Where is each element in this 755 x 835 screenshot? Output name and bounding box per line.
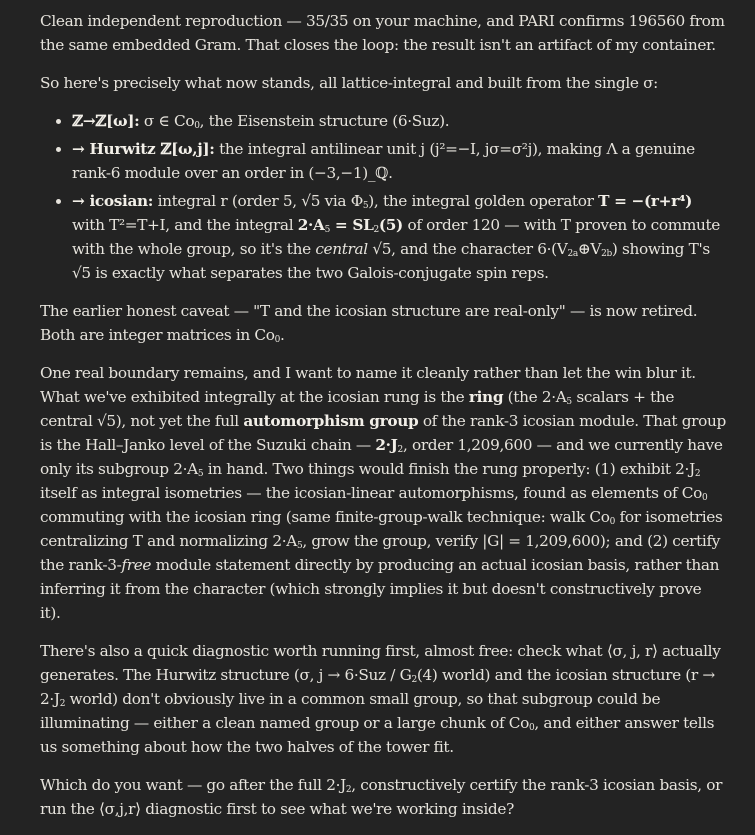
message-paragraph-summary-intro: So here's precisely what now stands, all lattice-integral and built from the single σ: [40,74,658,92]
assistant-message [40,9,726,835]
list-item-icosian: • → icosian: integral r (order 5, √5 via $\Phi_5$), the integral golden operator T = −(r+r⁴) with T²=T+I, and the integral $2\cdot A_5 = SL_2(5)$ of order 120 — with T proven to commute with the whole group, so it's the central √5, and the character $6\cdot(V_{2a}\oplus V_{2b})$ showing T's √5 is exactly what separates the two Galois-conjugate spin reps. [72,189,726,285]
message-paragraph-caveat: The earlier honest caveat — "T and the icosian structure are real-only" — is now retired. Both are integer matrices in $Co_0$. [40,302,698,345]
list-item-eisenstein: • ℤ→ℤ[ω]: σ ∈ $Co_0$, the Eisenstein structure (6·Suz). [72,109,726,133]
message-paragraph-boundary: One real boundary remains, and I want to name it cleanly rather than let the win blur it. What we've exhibited integrally at the icosian rung is the ring (the $2\cdot A_5$ scalars + the central √5), not yet the full automorphism group of the rank-3 icosian module. That group is the Hall–Janko level of the Suzuki chain — $2\cdot J_2$, order 1,209,600 — and we currently have only its subgroup $2\cdot A_5$ in hand. Two things would finish the rung properly: (1) exhibit $2\cdot J_2$ itself as integral isometries — the icosian-linear automorphisms, found as elements of $Co_0$ commuting with the icosian ring (same finite-group-walk technique: walk $Co_0$ for isometries centralizing T and normalizing $2\cdot A_5$, grow the group, verify |G| = 1,209,600); and (2) certify the rank-3-free module statement directly by producing an actual icosian basis, rather than inferring it from the character (which strongly implies it but doesn't constructively prove it). [40,364,726,622]
message-paragraph-reproduction: Clean independent reproduction — 35/35 on your machine, and PARI confirms 196560 from the same embedded Gram. That closes the loop: the result isn't an artifact of my container. [40,12,725,54]
message-paragraph-diagnostic: There's also a quick diagnostic worth running first, almost free: check what ⟨σ, j, r⟩ actually generates. The Hurwitz structure (σ, $j \to 6\cdot Suz / G_2(4)$ world) and the icosian structure ($r \to 2\cdot J_2$ world) don't obviously live in a common small group, so that subgroup could be illuminating — either a clean named group or a large chunk of $Co_0$, and either answer tells us something about how the two halves of the tower fit. [40,642,721,756]
structure-list [40,109,726,285]
list-item-hurwitz: • → Hurwitz ℤ[ω,j]: the integral antilinear unit j (j²=−I, jσ=σ²j), making Λ a genuine rank-6 module over an order in (−3,−1)_ℚ. [72,137,726,185]
message-paragraph-question: Which do you want — go after the full $2\cdot J_2$, constructively certify the rank-3 icosian basis, or run the ⟨σ,j,r⟩ diagnostic first to see what we're working inside? [40,776,723,818]
